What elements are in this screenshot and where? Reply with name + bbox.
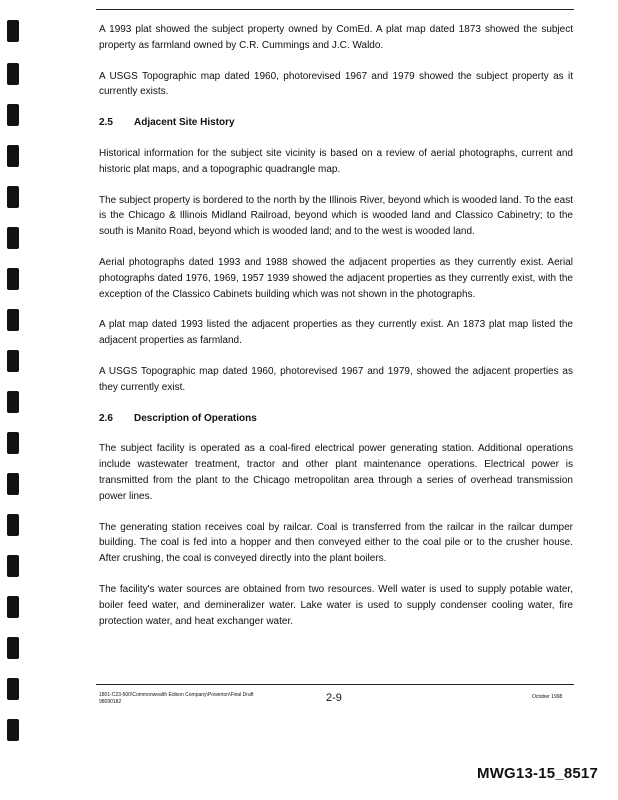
section-heading (99, 411, 573, 427)
section-heading (99, 115, 573, 131)
punch-mark (7, 20, 19, 42)
punch-mark (7, 104, 19, 126)
punch-mark (7, 309, 19, 331)
footer-project-number: 98090182 (99, 699, 122, 705)
punch-mark (7, 268, 19, 290)
paragraph: Historical information for the subject site vicinity is based on a review of aerial photographs, current and historic plat maps, and a topographic quadrangle map. (99, 147, 573, 175)
paragraph: A 1993 plat showed the subject property owned by ComEd. A plat map dated 1873 showed the subject property as farmland owned by C.R. Cummings and J.C. Waldo. (99, 24, 573, 51)
document-body (99, 22, 573, 644)
punch-mark (7, 391, 19, 413)
punch-mark (7, 145, 19, 167)
bates-number: MWG13-15_8517 (477, 765, 598, 782)
punch-mark (7, 678, 19, 700)
paragraph: A USGS Topographic map dated 1960, photorevised 1967 and 1979 showed the subject property as it currently exists. (99, 70, 573, 98)
footer-date: October 1998 (532, 694, 563, 700)
paragraph: Aerial photographs dated 1993 and 1988 showed the adjacent properties as they currently exist. Aerial photographs dated 1976, 1969, 1957 1939 showed the adjacent properties as they currently exist, with the exception of the Classico Cabinets building which was not shown in the photographs. (99, 256, 573, 300)
section-title: Description of Operations (134, 412, 257, 424)
footer-project-info (99, 692, 319, 706)
bottom-rule (96, 684, 574, 685)
punch-mark (7, 719, 19, 741)
punch-mark (7, 596, 19, 618)
footer-path: 1801-C23-500\Commonwealth Edison Company\Powerton\Final Draft (99, 692, 254, 698)
paragraph: The facility's water sources are obtained from two resources. Well water is used to supply potable water, boiler feed water, and demineralizer water. Lake water is used to supply condenser cooling water, fire protection water, and heat exchanger water. (99, 583, 573, 627)
punch-mark (7, 350, 19, 372)
paragraph: A USGS Topographic map dated 1960, photorevised 1967 and 1979, showed the adjacent properties as they currently exist. (99, 365, 573, 393)
page-number: 2-9 (326, 692, 342, 704)
punch-mark (7, 514, 19, 536)
punch-mark (7, 473, 19, 495)
section-title: Adjacent Site History (134, 117, 235, 129)
top-rule (96, 9, 574, 10)
punch-mark (7, 186, 19, 208)
paragraph: A plat map dated 1993 listed the adjacent properties as they currently exist. An 1873 plat map listed the adjacent properties as farmland. (99, 319, 573, 347)
punch-mark (7, 227, 19, 249)
punch-mark (7, 555, 19, 577)
punch-mark (7, 637, 19, 659)
punch-mark (7, 432, 19, 454)
paragraph: The subject facility is operated as a coal-fired electrical power generating station. Additional operations include wastewater treatment, tractor and other plant maintenance operations. Electrical power is transmitted from the plant to the Chicago metropolitan area through a series of overhead transmission power lines. (99, 443, 573, 502)
punch-mark (7, 63, 19, 85)
section-number: 2.6 (99, 412, 113, 424)
section-number: 2.5 (99, 117, 113, 129)
paragraph: The subject property is bordered to the north by the Illinois River, beyond which is wooded land. To the east is the Chicago & Illinois Midland Railroad, beyond which is wooded land and Classico Cabinetry; to the south is Manito Road, beyond which is wooded land; and to the west is wooded land. (99, 194, 573, 238)
paragraph: The generating station receives coal by railcar. Coal is transferred from the railcar in the railcar dumper building. The coal is fed into a hopper and then conveyed either to the coal pile or to the crusher house. After crushing, the coal is conveyed directly into the plant boilers. (99, 521, 573, 565)
